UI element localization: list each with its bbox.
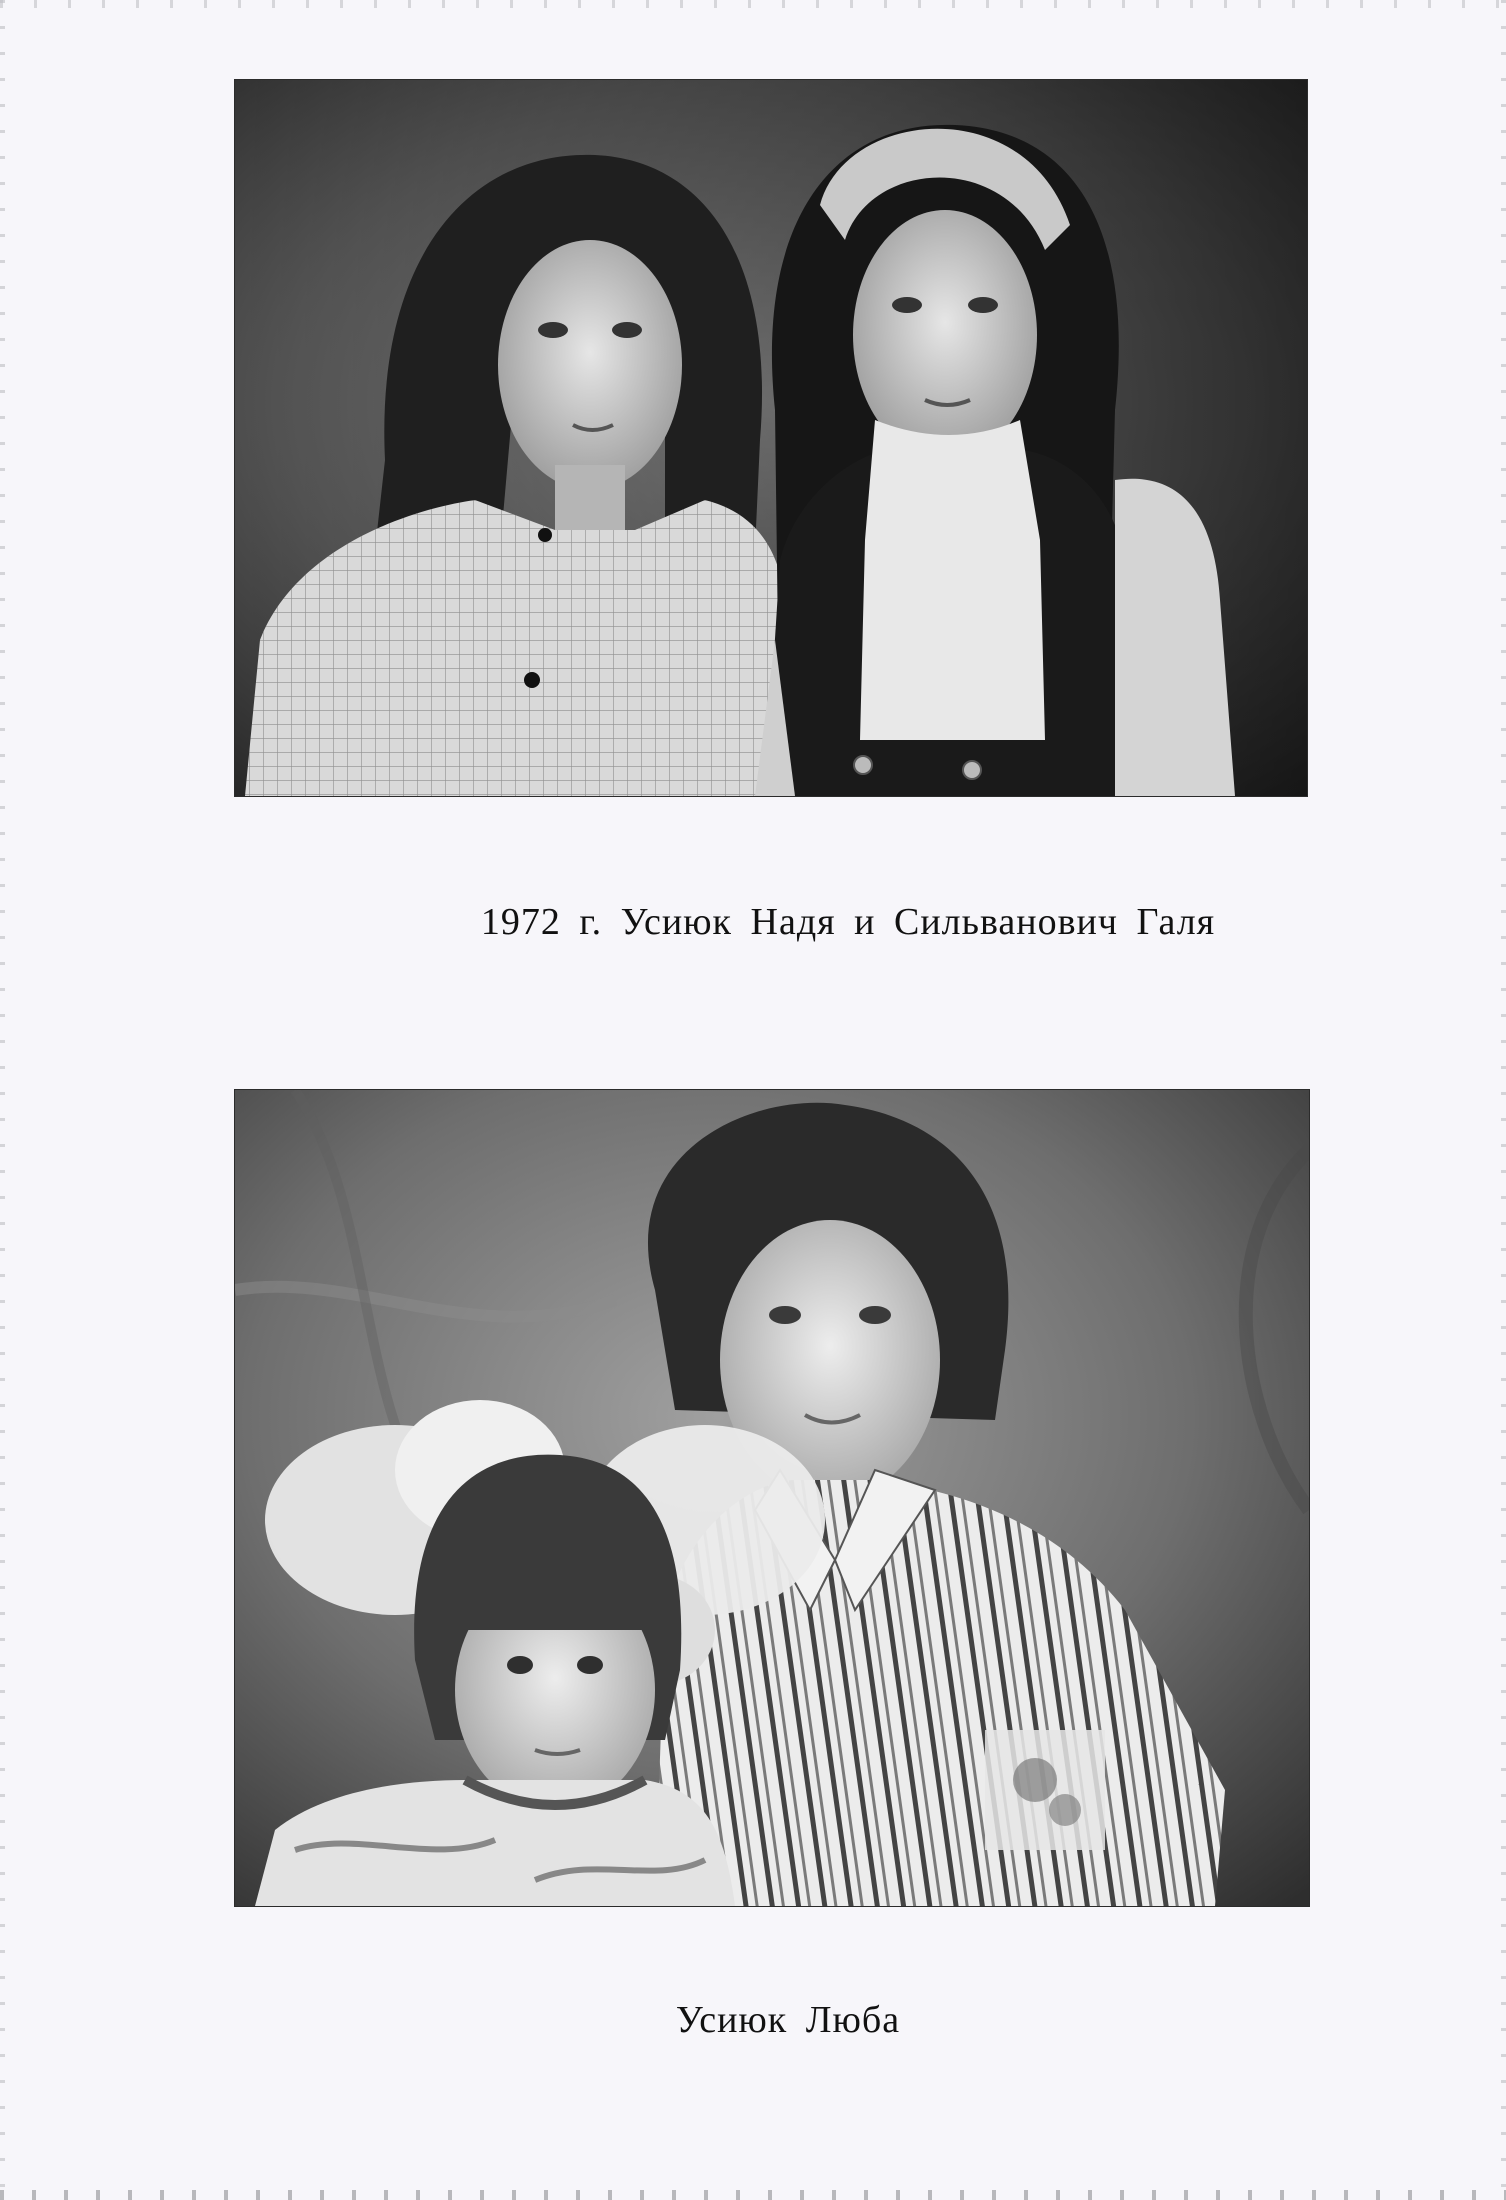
photo-two-girls [235, 80, 1307, 796]
scan-edge-top [0, 0, 1506, 8]
photo-mother-and-child [235, 1090, 1309, 1906]
scan-edge-bottom [0, 2190, 1506, 2200]
caption-photo-2: Усиюк Люба [675, 1999, 901, 2041]
caption-photo-1: 1972 г. Усиюк Надя и Сильванович Галя [480, 901, 1216, 943]
scan-edge-right [1501, 0, 1506, 2200]
scan-edge-left [0, 0, 5, 2200]
